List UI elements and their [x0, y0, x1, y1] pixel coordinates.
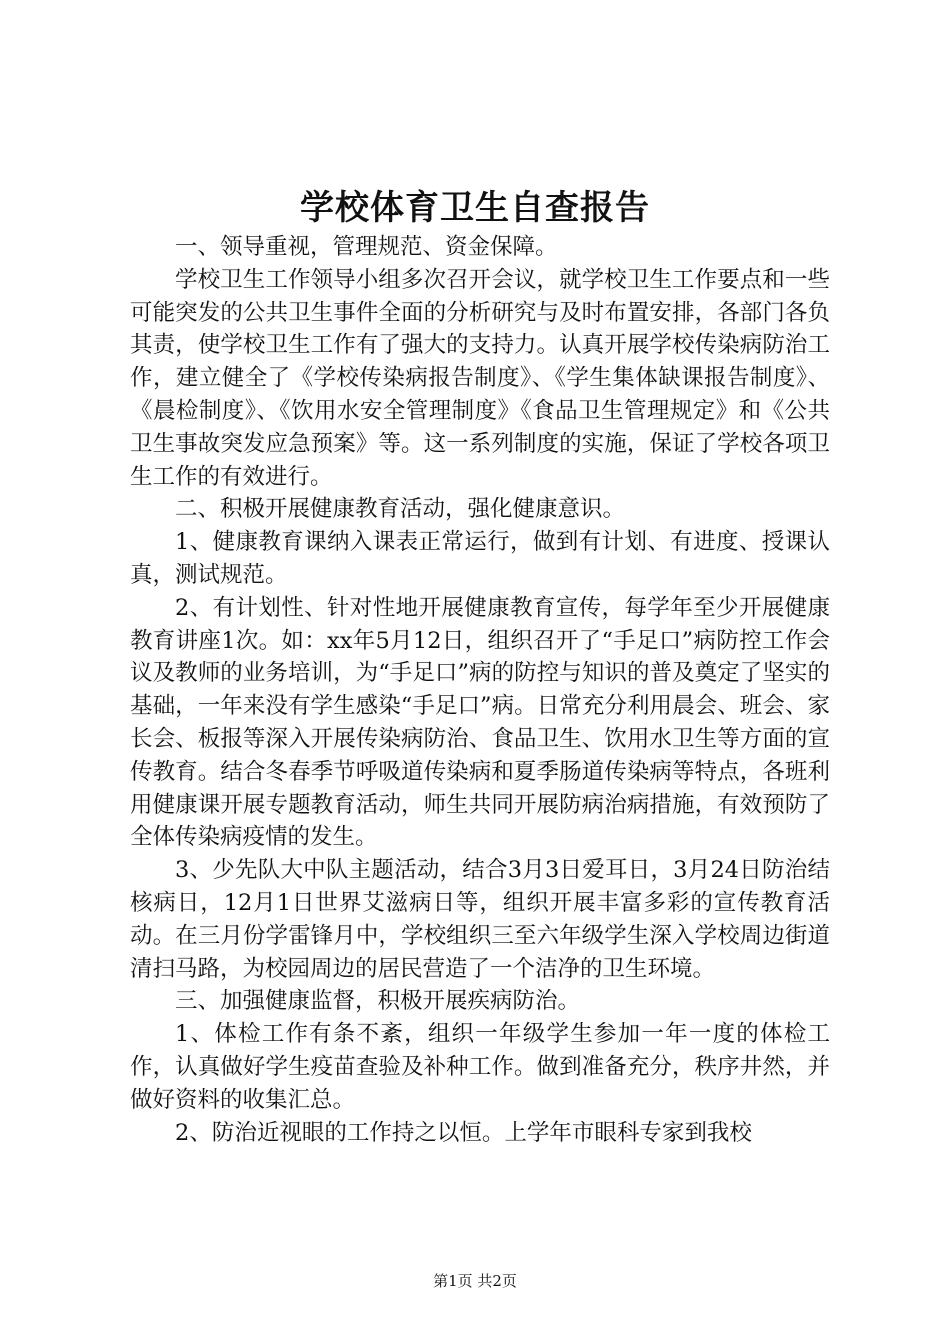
document-body: [130, 231, 830, 1149]
section-heading-2: 二、积极开展健康教育活动，强化健康意识。: [175, 496, 626, 523]
paragraph: 1、健康教育课纳入课表正常运行，做到有计划、有进度、授课认真，测试规范。: [130, 529, 830, 588]
paragraph: 2、防治近视眼的工作持之以恒。上学年市眼科专家到我校: [175, 1119, 752, 1146]
page-title: 学校体育卫生自查报告: [300, 188, 650, 228]
paragraph: 3、少先队大中队主题活动，结合3月3日爱耳日，3月24日防治结核病日，12月1日世界艾滋病日等，组织开展丰富多彩的宣传教育活动。在三月份学雷锋月中，学校组织三至六年级学生深入学校周边街道清扫马路，为校园周边的居民营造了一个洁净的卫生环境。: [130, 857, 830, 982]
page-footer: 第1页 共2页: [433, 1272, 517, 1290]
section-heading-1: 一、领导重视，管理规范、资金保障。: [175, 234, 558, 260]
paragraph: 学校卫生工作领导小组多次召开会议，就学校卫生工作要点和一些可能突发的公共卫生事件全面的分析研究与及时布置安排，各部门各负其责，使学校卫生工作有了强大的支持力。认真开展学校传染病防治工作，建立健全了《学校传染病报告制度》、《学生集体缺课报告制度》、《晨检制度》、《饮用水安全管理制度》《食品卫生管理规定》和《公共卫生事故突发应急预案》等。这一系列制度的实施，保证了学校各项卫生工作的有效进行。: [130, 266, 830, 490]
paragraph: 1、体检工作有条不紊，组织一年级学生参加一年一度的体检工作，认真做好学生疫苗查验及补种工作。做到准备充分，秩序井然，并做好资料的收集汇总。: [130, 1021, 830, 1113]
section-heading-3: 三、加强健康监督，积极开展疾病防治。: [175, 988, 581, 1015]
paragraph: 2、有计划性、针对性地开展健康教育宣传，每学年至少开展健康教育讲座1次。如：xx年5月12日，组织召开了“手足口”病防控工作会议及教师的业务培训，为“手足口”病的防控与知识的普及奠定了坚实的基础，一年来没有学生感染“手足口”病。日常充分利用晨会、班会、家长会、板报等深入开展传染病防治、食品卫生、饮用水卫生等方面的宣传教育。结合冬春季节呼吸道传染病和夏季肠道传染病等特点，各班利用健康课开展专题教育活动，师生共同开展防病治病措施，有效预防了全体传染病疫情的发生。: [130, 594, 830, 851]
